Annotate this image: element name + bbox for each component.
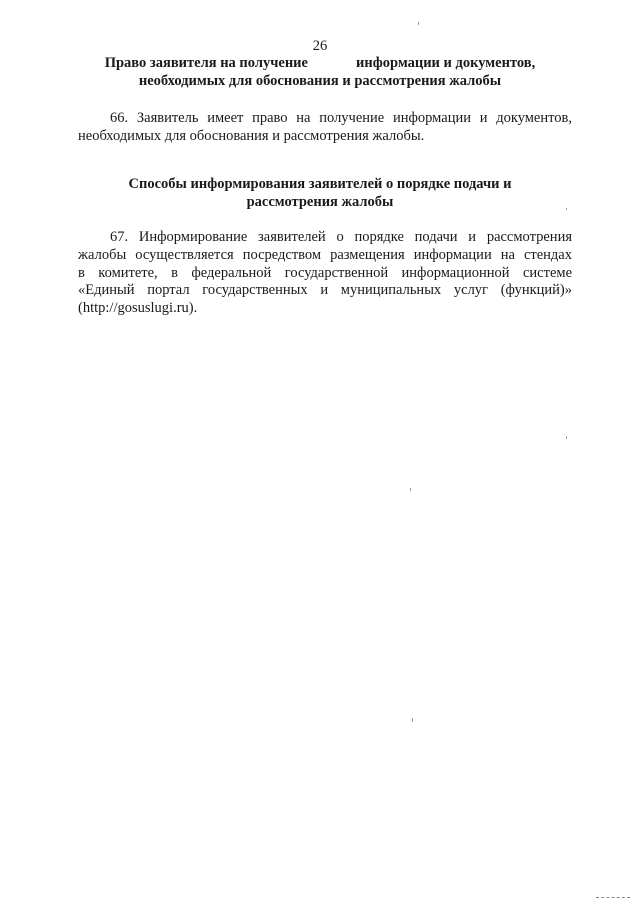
scan-speck <box>418 22 419 25</box>
heading-line: необходимых для обоснования и рассмотрения жалобы <box>138 73 502 89</box>
heading-line: Способы информирования заявителей о порядке подачи и <box>128 176 512 192</box>
paragraph-67 <box>78 229 572 318</box>
heading-line-right: информации и документов, <box>355 55 536 71</box>
paragraph-line: в комитете, в федеральной государственной информационной системе <box>78 264 572 281</box>
paragraph-line: «Единый портал государственных и муниципальных услуг (функций)» <box>78 282 572 299</box>
scan-speck <box>566 436 567 439</box>
scan-speck <box>410 488 411 491</box>
heading-line-left: Право заявителя на получение <box>104 55 308 71</box>
heading-line <box>60 54 580 72</box>
scan-edge-mark <box>596 897 630 899</box>
scan-speck <box>412 718 413 722</box>
paragraph-66 <box>78 110 572 146</box>
heading-line: рассмотрения жалобы <box>246 194 394 210</box>
section-heading-right-to-information <box>60 54 580 90</box>
paragraph-line: 67. Информирование заявителей о порядке подачи и рассмотрения <box>110 229 572 245</box>
scan-speck <box>566 208 567 210</box>
section-heading-informing-methods <box>60 175 580 211</box>
page-number: 26 <box>312 38 328 54</box>
paragraph-line: (http://gosuslugi.ru). <box>78 300 198 317</box>
paragraph-line: необходимых для обоснования и рассмотрения жалобы. <box>78 127 425 144</box>
paragraph-line: 66. Заявитель имеет право на получение информации и документов, <box>110 110 572 126</box>
paragraph-line: жалобы осуществляется посредством размещения информации на стендах <box>78 246 572 263</box>
